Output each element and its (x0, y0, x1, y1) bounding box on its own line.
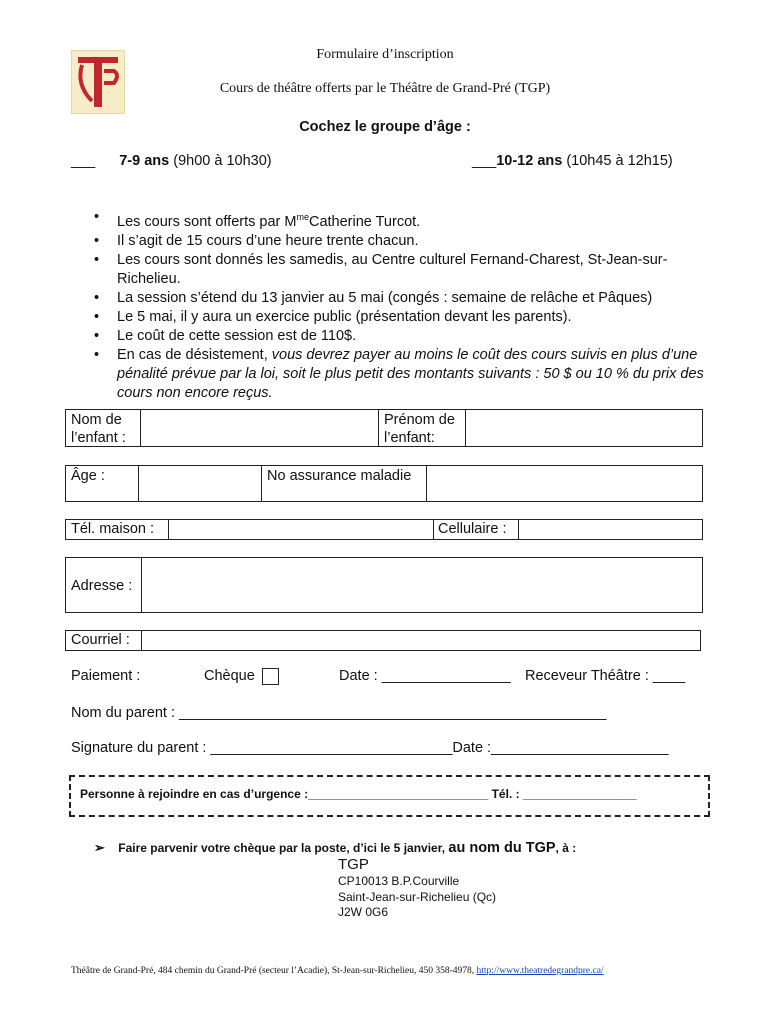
list-item: • Les cours sont offerts par $M^{me}Catherine$ Turcot. (90, 208, 710, 232)
footer-text: Théâtre de Grand-Pré, 484 chemin du Grand-Pré (secteur l’Acadie), St-Jean-sur-Richelieu, 450 358-4978, (71, 966, 477, 976)
list-item: • La session s’étend du 13 janvier au 5 mai (congés : semaine de relâche et Pâques) (90, 289, 710, 308)
list-item: • En cas de désistement, vous devrez payer au moins le coût des cours suivis en plus d’une pénalité prévue par la loi, soit le plus petit des montants suivants : 50 $ ou 10 % du prix des cours non encore reçus. (90, 346, 710, 403)
mailing-name: TGP (338, 856, 369, 873)
payment-label: Paiement : (71, 668, 141, 684)
list-item: • Les cours sont donnés les samedis, au Centre culturel Fernand-Charest, St-Jean-sur-Richelieu. (90, 251, 710, 289)
home-phone-field[interactable] (170, 520, 432, 539)
cell-field[interactable] (520, 520, 702, 539)
age-label: Âge : (71, 468, 105, 484)
age-group-option-1[interactable] (71, 153, 272, 169)
age-field[interactable] (140, 466, 260, 501)
email-label: Courriel : (71, 632, 130, 648)
child-firstname-field[interactable] (467, 410, 702, 446)
age-group-label: 7-9 ans (119, 153, 170, 169)
address-label: Adresse : (71, 578, 133, 594)
age-group-blank[interactable]: ___ (71, 153, 96, 169)
address-field[interactable] (143, 558, 702, 612)
footer (71, 966, 604, 976)
payment-date-field[interactable]: Date : ________________ (339, 668, 511, 684)
health-number-field[interactable] (428, 466, 702, 501)
child-name-label: Nom de l’enfant : (71, 412, 126, 446)
child-firstname-label: Prénom de l’enfant: (384, 412, 455, 446)
age-group-blank[interactable]: ___ (472, 153, 497, 169)
health-number-label: No assurance maladie (267, 468, 412, 484)
mailing-instruction: ➢ Faire parvenir votre chèque par la poste, d’ici le 5 janvier, au nom du TGP, à : (94, 840, 577, 856)
info-list (90, 208, 710, 403)
receiver-field[interactable]: Receveur Théâtre : ____ (525, 668, 686, 684)
emergency-contact-field[interactable]: Personne à rejoindre en cas d’urgence :___________________________ Tél. : _________________ (80, 787, 637, 801)
age-group-hours: (10h45 à 12h15) (566, 153, 673, 169)
home-phone-label: Tél. maison : (71, 521, 154, 537)
list-item: • Il s’agit de 15 cours d’une heure trente chacun. (90, 232, 710, 251)
age-group-hours: (9h00 à 10h30) (173, 153, 272, 169)
list-item: • Le coût de cette session est de 110$. (90, 327, 710, 346)
list-item: • Le 5 mai, il y aura un exercice public (présentation devant les parents). (90, 308, 710, 327)
cell-label: Cellulaire : (438, 521, 507, 537)
form-title: Formulaire d’inscription (316, 47, 454, 62)
child-name-field[interactable] (142, 410, 377, 446)
website-link[interactable]: http://www.theatredegrandpre.ca/ (476, 966, 604, 976)
mailing-address: CP10013 B.P.Courville Saint-Jean-sur-Richelieu (Qc) J2W 0G6 (338, 874, 497, 919)
cheque-label: Chèque (204, 668, 255, 684)
cheque-checkbox[interactable] (262, 668, 279, 685)
age-group-prompt: Cochez le groupe d’âge : (299, 119, 471, 135)
email-field[interactable] (143, 631, 700, 650)
parent-signature-field[interactable]: Signature du parent : ______________________________Date :______________________ (71, 740, 669, 756)
age-group-label: 10-12 ans (496, 153, 563, 169)
form-subtitle: Cours de théâtre offerts par le Théâtre de Grand-Pré (TGP) (219, 81, 551, 96)
parent-name-field[interactable]: Nom du parent : _____________________________________________________ (71, 705, 607, 721)
age-group-option-2[interactable] (472, 153, 673, 169)
arrow-icon: ➢ (94, 840, 105, 855)
